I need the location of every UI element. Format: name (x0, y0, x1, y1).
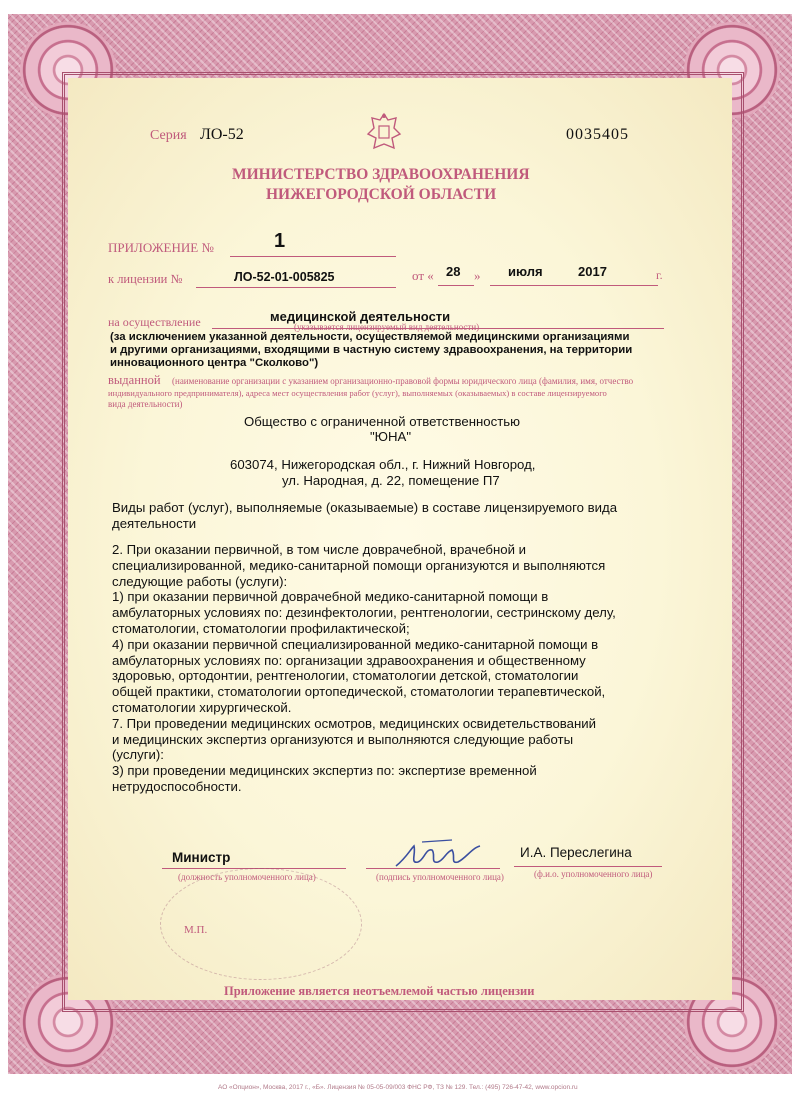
signatory-position: Министр (172, 850, 231, 865)
appendix-number-line (230, 256, 396, 257)
stamp-label: М.П. (184, 924, 208, 936)
series-value: ЛО-52 (200, 126, 244, 143)
services-line: стоматологии хирургической. (112, 699, 292, 715)
name-line (514, 866, 662, 867)
form-number: 0035405 (566, 126, 629, 143)
services-line: и медицинских экспертиз организуются и выполняются следующие работы (112, 731, 574, 747)
signature-caption: (подпись уполномоченного лица) (376, 872, 504, 882)
activity-value: медицинской деятельности (270, 309, 451, 324)
activity-caption: (указывается лицензируемый вид деятельности) (294, 322, 480, 332)
signatory-name: И.А. Переслегина (520, 845, 632, 860)
name-caption: (ф.и.о. уполномоченного лица) (534, 869, 653, 879)
day-line (438, 285, 474, 286)
activity-label: на осуществление (108, 315, 201, 329)
services-line: амбулаторных условиях по: дезинфектологии, рентгенологии, сестринскому делу, (112, 605, 616, 621)
services-line: специализированной, медико-санитарной помощи организуются и выполняются (112, 557, 606, 573)
services-line: следующие работы (услуги): (112, 573, 288, 589)
services-line: 3) при проведении медицинских экспертиз по: экспертизе временной (112, 763, 537, 779)
issued-caption-line3: вида деятельности) (108, 399, 183, 409)
license-day: 28 (446, 264, 461, 279)
services-intro-line2: деятельности (112, 516, 197, 531)
issued-caption-line1: (наименование организации с указанием организационно-правовой формы юридического лица (фамилия, имя, отчество (172, 376, 634, 386)
services-line: здоровью, ортодонтии, рентгенологии, стоматологии детской, стоматологии (112, 668, 579, 684)
handwritten-signature (392, 836, 484, 876)
date-from-label: от « (412, 268, 434, 283)
services-line: стоматологии, стоматологии профилактической; (112, 620, 410, 636)
services-line: 4) при оказании первичной специализированной медико-санитарной помощи в (112, 636, 599, 652)
services-line: амбулаторных условиях по: организации здравоохранения и общественному (112, 652, 586, 668)
services-line: нетрудоспособности. (112, 778, 242, 794)
day-close-quote: » (474, 268, 481, 283)
issued-caption-line2: индивидуального предпринимателя), адреса мест осуществления работ (услуг), выполняемых (оказываемых) в составе лицензируемого (108, 388, 607, 398)
coat-of-arms-icon (364, 110, 404, 154)
services-line: общей практики, стоматологии ортопедической, стоматологии терапевтической, (112, 684, 606, 700)
license-number: ЛО-52-01-005825 (234, 270, 335, 284)
printer-imprint: АО «Опцион», Москва, 2017 г., «Б». Лицензия № 05-05-09/003 ФНС РФ, ТЗ № 129. Тел.: (495) 726-47-42, www.opcion.ru (218, 1084, 578, 1091)
ministry-title-line2: НИЖЕГОРОДСКОЙ ОБЛАСТИ (266, 186, 497, 203)
license-label: к лицензии № (108, 272, 183, 286)
ministry-title-line1: МИНИСТЕРСТВО ЗДРАВООХРАНЕНИЯ (232, 166, 530, 183)
series-label: Серия (150, 128, 187, 143)
license-number-line (196, 287, 396, 288)
services-line: 7. При проведении медицинских осмотров, медицинских освидетельствований (112, 715, 597, 731)
license-year: 2017 (578, 264, 607, 279)
exclusion-line1: (за исключением указанной деятельности, осуществляемой медицинскими организациями (110, 331, 630, 343)
services-line: 1) при оказании первичной доврачебной медико-санитарной помощи в (112, 589, 549, 605)
organization-address-line1: 603074, Нижегородская обл., г. Нижний Новгород, (230, 457, 536, 472)
issued-label: выданной (108, 373, 161, 387)
organization-name-line2: "ЮНА" (370, 429, 412, 444)
exclusion-line2: и другими организациями, входящими в частную систему здравоохранения, на территории (110, 344, 633, 356)
organization-address-line2: ул. Народная, д. 22, помещение П7 (282, 473, 500, 488)
services-line: (услуги): (112, 747, 164, 763)
signature-line (366, 868, 500, 869)
appendix-number: 1 (274, 230, 286, 252)
year-suffix: г. (656, 268, 663, 282)
services-list (112, 542, 616, 795)
license-month: июля (508, 264, 543, 279)
exclusion-line3: инновационного центра "Сколково") (110, 357, 319, 369)
position-caption: (должность уполномоченного лица) (178, 872, 316, 882)
appendix-label: ПРИЛОЖЕНИЕ № (108, 240, 214, 255)
services-intro-line1: Виды работ (услуг), выполняемые (оказываемые) в составе лицензируемого вида (112, 500, 618, 515)
month-line (490, 285, 658, 286)
organization-name-line1: Общество с ограниченной ответственностью (244, 414, 521, 429)
services-line: 2. При оказании первичной, в том числе доврачебной, врачебной и (112, 542, 527, 557)
footer-note: Приложение является неотъемлемой частью лицензии (224, 984, 535, 998)
